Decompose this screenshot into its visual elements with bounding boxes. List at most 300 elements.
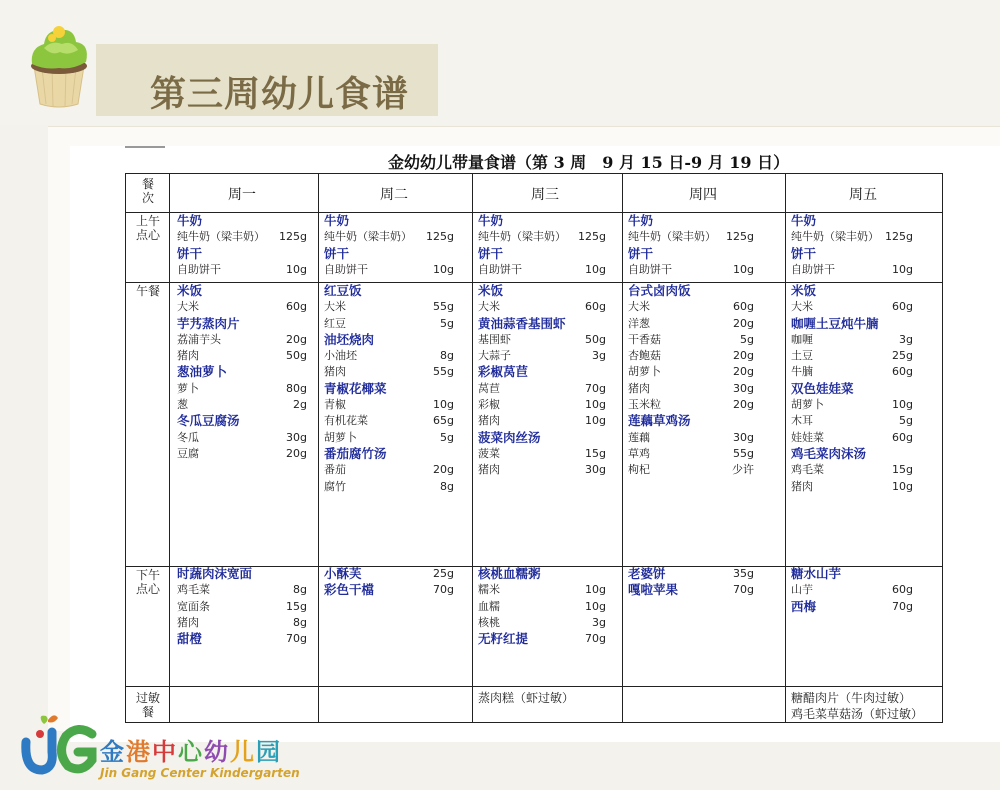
corner-mark	[125, 146, 165, 148]
ingredient-label: 大米	[628, 300, 650, 314]
ingredient-line	[177, 599, 307, 615]
dish-label: 双色娃娃菜	[791, 380, 854, 396]
ingredient-line	[791, 299, 913, 315]
amount: 5g	[740, 332, 754, 346]
morning-cell-3	[478, 213, 606, 278]
ingredient-line	[628, 364, 754, 380]
ingredient-label: 自助饼干	[628, 262, 672, 276]
row-label-afternoon: 下午 点心	[135, 568, 160, 596]
dish-name	[324, 213, 454, 229]
dish-name	[478, 631, 606, 647]
ingredient-line	[791, 413, 913, 429]
ingredient-line	[177, 381, 307, 397]
ingredient-label: 菠菜	[478, 446, 500, 460]
ingredient-line	[628, 446, 754, 462]
ingredient-label: 木耳	[791, 414, 813, 428]
ingredient-line	[628, 332, 754, 348]
amount: 5g	[440, 316, 454, 330]
ingredient-line	[324, 262, 454, 278]
ingredient-label: 枸杞	[628, 463, 650, 477]
amount: 70g	[585, 632, 606, 646]
ingredient-label: 猪肉	[177, 349, 199, 363]
ingredient-label: 有机花菜	[324, 414, 368, 428]
dish-label: 菠菜肉丝汤	[478, 429, 541, 445]
ingredient-label: 猪肉	[324, 365, 346, 379]
dish-name	[791, 599, 913, 615]
afternoon-cell-4	[628, 566, 754, 599]
amount: 3g	[899, 332, 913, 346]
amount: 25g	[433, 567, 454, 580]
amount: 10g	[585, 583, 606, 597]
dish-label: 黄油蒜香基围虾	[478, 315, 566, 331]
ingredient-line	[478, 462, 606, 478]
amount: 60g	[892, 300, 913, 314]
dish-label: 时蔬肉沫宽面	[177, 566, 253, 581]
amount: 55g	[433, 300, 454, 314]
ingredient-label: 冬瓜	[177, 430, 199, 444]
row-label-lunch: 午餐	[135, 284, 160, 298]
amount: 15g	[585, 446, 606, 460]
dish-name	[177, 631, 307, 647]
ingredient-label: 萝卜	[177, 381, 199, 395]
ingredient-line	[478, 332, 606, 348]
ingredient-line	[324, 413, 454, 429]
dish-name	[478, 430, 606, 446]
logo-icon	[20, 712, 100, 782]
ingredient-line	[791, 479, 913, 495]
ingredient-line	[791, 582, 913, 598]
dish-name	[324, 566, 454, 582]
ingredient-label: 猪肉	[628, 381, 650, 395]
amount: 50g	[286, 349, 307, 363]
amount: 10g	[892, 398, 913, 412]
ingredient-line	[628, 462, 754, 478]
dish-name	[628, 582, 754, 598]
ingredient-label: 莴苣	[478, 381, 500, 395]
amount: 70g	[433, 583, 454, 597]
ingredient-line	[177, 446, 307, 462]
amount: 60g	[733, 300, 754, 314]
dish-name	[177, 283, 307, 299]
amount: 125g	[279, 230, 307, 244]
ingredient-label: 豆腐	[177, 446, 199, 460]
ingredient-label: 土豆	[791, 349, 813, 363]
lunch-cell-5	[791, 283, 913, 495]
dish-name	[478, 283, 606, 299]
ingredient-label: 小油坯	[324, 349, 357, 363]
header-day-1: 周一	[228, 187, 256, 203]
dish-name	[478, 213, 606, 229]
dish-label: 鸡毛菜肉沫汤	[791, 445, 867, 461]
dish-name	[324, 381, 454, 397]
amount: 30g	[585, 463, 606, 477]
ingredient-line	[177, 615, 307, 631]
ingredient-line	[478, 446, 606, 462]
dish-label: 牛奶	[628, 213, 654, 228]
amount: 5g	[899, 414, 913, 428]
dish-label: 台式卤肉饭	[628, 283, 691, 298]
school-name-en: Jin Gang Center Kindergarten	[100, 766, 300, 780]
dish-label: 彩色干檔	[324, 582, 375, 598]
ingredient-label: 胡萝卜	[791, 398, 824, 412]
dish-label: 冬瓜豆腐汤	[177, 413, 240, 429]
dish-label: 牛奶	[478, 213, 504, 228]
ingredient-line	[478, 397, 606, 413]
header-day-3: 周三	[531, 187, 559, 203]
amount: 65g	[433, 414, 454, 428]
dish-label: 红豆饭	[324, 283, 362, 298]
ingredient-line	[628, 430, 754, 446]
dish-label: 芋艿蒸肉片	[177, 315, 240, 331]
amount: 3g	[592, 349, 606, 363]
row-label-allergy: 过敏 餐	[135, 691, 160, 719]
dish-name	[177, 213, 307, 229]
ingredient-line	[628, 381, 754, 397]
ingredient-line	[628, 299, 754, 315]
dish-name	[177, 246, 307, 262]
amount: 8g	[293, 615, 307, 629]
amount: 10g	[585, 262, 606, 276]
ingredient-line	[791, 430, 913, 446]
lunch-cell-2	[324, 283, 454, 495]
ingredient-label: 莲藕	[628, 430, 650, 444]
ingredient-line	[324, 299, 454, 315]
amount: 35g	[733, 567, 754, 580]
ingredient-label: 自助饼干	[791, 262, 835, 276]
morning-cell-5	[791, 213, 913, 278]
ingredient-label: 自助饼干	[478, 262, 522, 276]
dish-label: 青椒花椰菜	[324, 380, 387, 396]
ingredient-label: 胡萝卜	[628, 365, 661, 379]
amount: 15g	[286, 599, 307, 613]
dish-label: 饼干	[628, 245, 654, 261]
ingredient-line	[324, 430, 454, 446]
ingredient-label: 娃娃菜	[791, 430, 824, 444]
amount: 10g	[892, 262, 913, 276]
amount: 10g	[286, 262, 307, 276]
amount: 70g	[892, 599, 913, 613]
dish-name	[628, 413, 754, 429]
amount: 20g	[286, 332, 307, 346]
dish-label: 番茄腐竹汤	[324, 445, 387, 461]
dish-name	[628, 213, 754, 229]
ingredient-line	[478, 582, 606, 598]
ingredient-label: 糯米	[478, 583, 500, 597]
dish-label: 饼干	[791, 245, 817, 261]
ingredient-line	[478, 381, 606, 397]
morning-cell-4	[628, 213, 754, 278]
ingredient-line	[478, 413, 606, 429]
allergy-cell-3	[478, 690, 574, 706]
amount: 55g	[433, 365, 454, 379]
ingredient-line	[478, 348, 606, 364]
amount: 20g	[286, 446, 307, 460]
dish-name	[324, 446, 454, 462]
dish-label: 牛奶	[324, 213, 350, 228]
ingredient-label: 基围虾	[478, 332, 511, 346]
amount: 3g	[592, 615, 606, 629]
row-label-morning: 上午 点心	[135, 214, 160, 242]
ingredient-label: 自助饼干	[324, 262, 368, 276]
ingredient-label: 大蒜子	[478, 349, 511, 363]
dish-name	[791, 283, 913, 299]
dish-label: 彩椒莴苣	[478, 364, 529, 380]
amount: 20g	[733, 365, 754, 379]
ingredient-label: 宽面条	[177, 599, 210, 613]
dish-label: 莲藕草鸡汤	[628, 413, 691, 429]
ingredient-line	[478, 229, 606, 245]
dish-name	[324, 246, 454, 262]
amount: 80g	[286, 381, 307, 395]
dish-name	[791, 566, 913, 582]
allergy-note: 蒸肉糕（虾过敏）	[478, 691, 575, 705]
ingredient-line	[177, 397, 307, 413]
amount: 10g	[433, 398, 454, 412]
dish-name	[478, 316, 606, 332]
amount: 125g	[885, 230, 913, 244]
dish-label: 嘎啦苹果	[628, 582, 679, 598]
ingredient-label: 草鸡	[628, 446, 650, 460]
ingredient-label: 彩椒	[478, 398, 500, 412]
ingredient-line	[628, 262, 754, 278]
dish-label: 西梅	[791, 598, 817, 614]
ingredient-label: 核桃	[478, 615, 500, 629]
slide-title: 第三周幼儿食谱	[150, 74, 410, 115]
amount: 30g	[733, 381, 754, 395]
ingredient-label: 自助饼干	[177, 262, 221, 276]
ingredient-line	[177, 430, 307, 446]
amount: 25g	[892, 349, 913, 363]
amount: 125g	[426, 230, 454, 244]
ingredient-label: 葱	[177, 398, 188, 412]
dish-name	[324, 283, 454, 299]
ingredient-line	[478, 262, 606, 278]
ingredient-line	[478, 599, 606, 615]
dish-name	[791, 213, 913, 229]
amount: 10g	[433, 262, 454, 276]
ingredient-label: 猪肉	[478, 463, 500, 477]
amount: 少许	[732, 463, 754, 477]
ingredient-line	[791, 462, 913, 478]
amount: 30g	[286, 430, 307, 444]
amount: 8g	[293, 583, 307, 597]
amount: 8g	[440, 349, 454, 363]
ingredient-label: 玉米粒	[628, 398, 661, 412]
dish-label: 米饭	[177, 283, 203, 298]
morning-cell-1	[177, 213, 307, 278]
amount: 8g	[440, 479, 454, 493]
amount: 10g	[585, 414, 606, 428]
ingredient-label: 纯牛奶（梁丰奶）	[628, 230, 716, 244]
ingredient-line	[628, 348, 754, 364]
ingredient-line	[324, 348, 454, 364]
dish-label: 无籽红提	[478, 631, 529, 647]
dish-name	[478, 364, 606, 380]
afternoon-cell-3	[478, 566, 606, 647]
amount: 60g	[286, 300, 307, 314]
ingredient-line	[324, 397, 454, 413]
ingredient-label: 纯牛奶（梁丰奶）	[177, 230, 265, 244]
dish-label: 糖水山芋	[791, 566, 842, 581]
ingredient-label: 青椒	[324, 398, 346, 412]
ingredient-label: 鸡毛菜	[791, 463, 824, 477]
amount: 125g	[726, 230, 754, 244]
dish-name	[177, 566, 307, 582]
dish-name	[177, 364, 307, 380]
dish-label: 牛奶	[177, 213, 203, 228]
amount: 60g	[585, 300, 606, 314]
header-day-2: 周二	[380, 187, 408, 203]
ingredient-label: 大米	[478, 300, 500, 314]
amount: 70g	[286, 632, 307, 646]
dish-name	[324, 582, 454, 598]
amount: 10g	[892, 479, 913, 493]
ingredient-label: 杏鲍菇	[628, 349, 661, 363]
ingredient-line	[324, 462, 454, 478]
allergy-note: 鸡毛菜草菇汤（虾过敏）	[791, 707, 924, 721]
lunch-cell-3	[478, 283, 606, 479]
ingredient-line	[177, 229, 307, 245]
amount: 10g	[585, 398, 606, 412]
ingredient-label: 纯牛奶（梁丰奶）	[478, 230, 566, 244]
amount: 5g	[440, 430, 454, 444]
ingredient-label: 荔浦芋头	[177, 332, 221, 346]
dish-name	[628, 246, 754, 262]
ingredient-line	[177, 348, 307, 364]
ingredient-line	[791, 332, 913, 348]
dish-name	[177, 413, 307, 429]
ingredient-line	[324, 364, 454, 380]
allergy-note: 糖醋肉片（牛肉过敏）	[791, 691, 912, 705]
lunch-cell-1	[177, 283, 307, 462]
ingredient-label: 鸡毛菜	[177, 583, 210, 597]
amount: 20g	[733, 398, 754, 412]
dish-label: 米饭	[791, 283, 817, 298]
dish-name	[628, 283, 754, 299]
ingredient-line	[791, 397, 913, 413]
ingredient-line	[324, 479, 454, 495]
ingredient-label: 红豆	[324, 316, 346, 330]
amount: 15g	[892, 463, 913, 477]
dish-name	[791, 446, 913, 462]
dish-label: 饼干	[177, 245, 203, 261]
cupcake-icon	[22, 18, 96, 110]
ingredient-line	[478, 615, 606, 631]
header-day-4: 周四	[689, 187, 717, 203]
ingredient-label: 牛腩	[791, 365, 813, 379]
ingredient-label: 洋葱	[628, 316, 650, 330]
ingredient-line	[177, 262, 307, 278]
dish-label: 米饭	[478, 283, 504, 298]
dish-name	[628, 566, 754, 582]
ingredient-label: 纯牛奶（梁丰奶）	[324, 230, 412, 244]
dish-label: 油坯烧肉	[324, 331, 375, 347]
ingredient-line	[177, 332, 307, 348]
amount: 10g	[585, 599, 606, 613]
ingredient-label: 大米	[791, 300, 813, 314]
ingredient-label: 番茄	[324, 463, 346, 477]
amount: 30g	[733, 430, 754, 444]
dish-label: 牛奶	[791, 213, 817, 228]
school-name-cn: 金港中心幼儿园	[100, 738, 282, 766]
amount: 20g	[733, 316, 754, 330]
ingredient-line	[324, 229, 454, 245]
ingredient-label: 猪肉	[478, 414, 500, 428]
ingredient-line	[791, 262, 913, 278]
dish-name	[791, 246, 913, 262]
amount: 10g	[733, 262, 754, 276]
dish-label: 葱油萝卜	[177, 364, 228, 380]
amount: 20g	[733, 349, 754, 363]
ingredient-label: 纯牛奶（梁丰奶）	[791, 230, 879, 244]
amount: 70g	[585, 381, 606, 395]
ingredient-label: 大米	[324, 300, 346, 314]
dish-label: 小酥芙	[324, 566, 362, 581]
dish-name	[478, 246, 606, 262]
dish-label: 甜橙	[177, 631, 203, 647]
dish-label: 老婆饼	[628, 566, 666, 581]
ingredient-label: 腐竹	[324, 479, 346, 493]
ingredient-line	[791, 348, 913, 364]
lunch-cell-4	[628, 283, 754, 479]
ingredient-line	[791, 364, 913, 380]
amount: 125g	[578, 230, 606, 244]
afternoon-cell-2	[324, 566, 454, 599]
header-day-5: 周五	[849, 187, 877, 203]
ingredient-line	[628, 397, 754, 413]
ingredient-line	[177, 582, 307, 598]
dish-label: 核桃血糯粥	[478, 566, 541, 581]
allergy-cell-5	[791, 690, 923, 722]
amount: 2g	[293, 398, 307, 412]
ingredient-label: 大米	[177, 300, 199, 314]
amount: 60g	[892, 583, 913, 597]
dish-name	[177, 316, 307, 332]
dish-name	[324, 332, 454, 348]
afternoon-cell-5	[791, 566, 913, 615]
ingredient-label: 山芋	[791, 583, 813, 597]
ingredient-line	[628, 316, 754, 332]
amount: 60g	[892, 430, 913, 444]
ingredient-line	[177, 299, 307, 315]
dish-name	[791, 381, 913, 397]
ingredient-label: 血糯	[478, 599, 500, 613]
ingredient-label: 干香菇	[628, 332, 661, 346]
ingredient-label: 猪肉	[177, 615, 199, 629]
corner-header: 餐 次	[141, 177, 154, 205]
ingredient-label: 猪肉	[791, 479, 813, 493]
dish-label: 咖喱土豆炖牛腩	[791, 315, 879, 331]
dish-label: 饼干	[478, 245, 504, 261]
ingredient-line	[791, 229, 913, 245]
ingredient-label: 咖喱	[791, 332, 813, 346]
dish-label: 饼干	[324, 245, 350, 261]
afternoon-cell-1	[177, 566, 307, 647]
ingredient-line	[324, 316, 454, 332]
amount: 20g	[433, 463, 454, 477]
dish-name	[478, 566, 606, 582]
ingredient-line	[478, 299, 606, 315]
morning-cell-2	[324, 213, 454, 278]
amount: 50g	[585, 332, 606, 346]
amount: 60g	[892, 365, 913, 379]
amount: 55g	[733, 446, 754, 460]
amount: 70g	[733, 583, 754, 597]
ingredient-label: 胡萝卜	[324, 430, 357, 444]
dish-name	[791, 316, 913, 332]
menu-title: 金幼幼儿带量食谱（第 3 周 9 月 15 日-9 月 19 日）	[388, 153, 790, 172]
ingredient-line	[628, 229, 754, 245]
